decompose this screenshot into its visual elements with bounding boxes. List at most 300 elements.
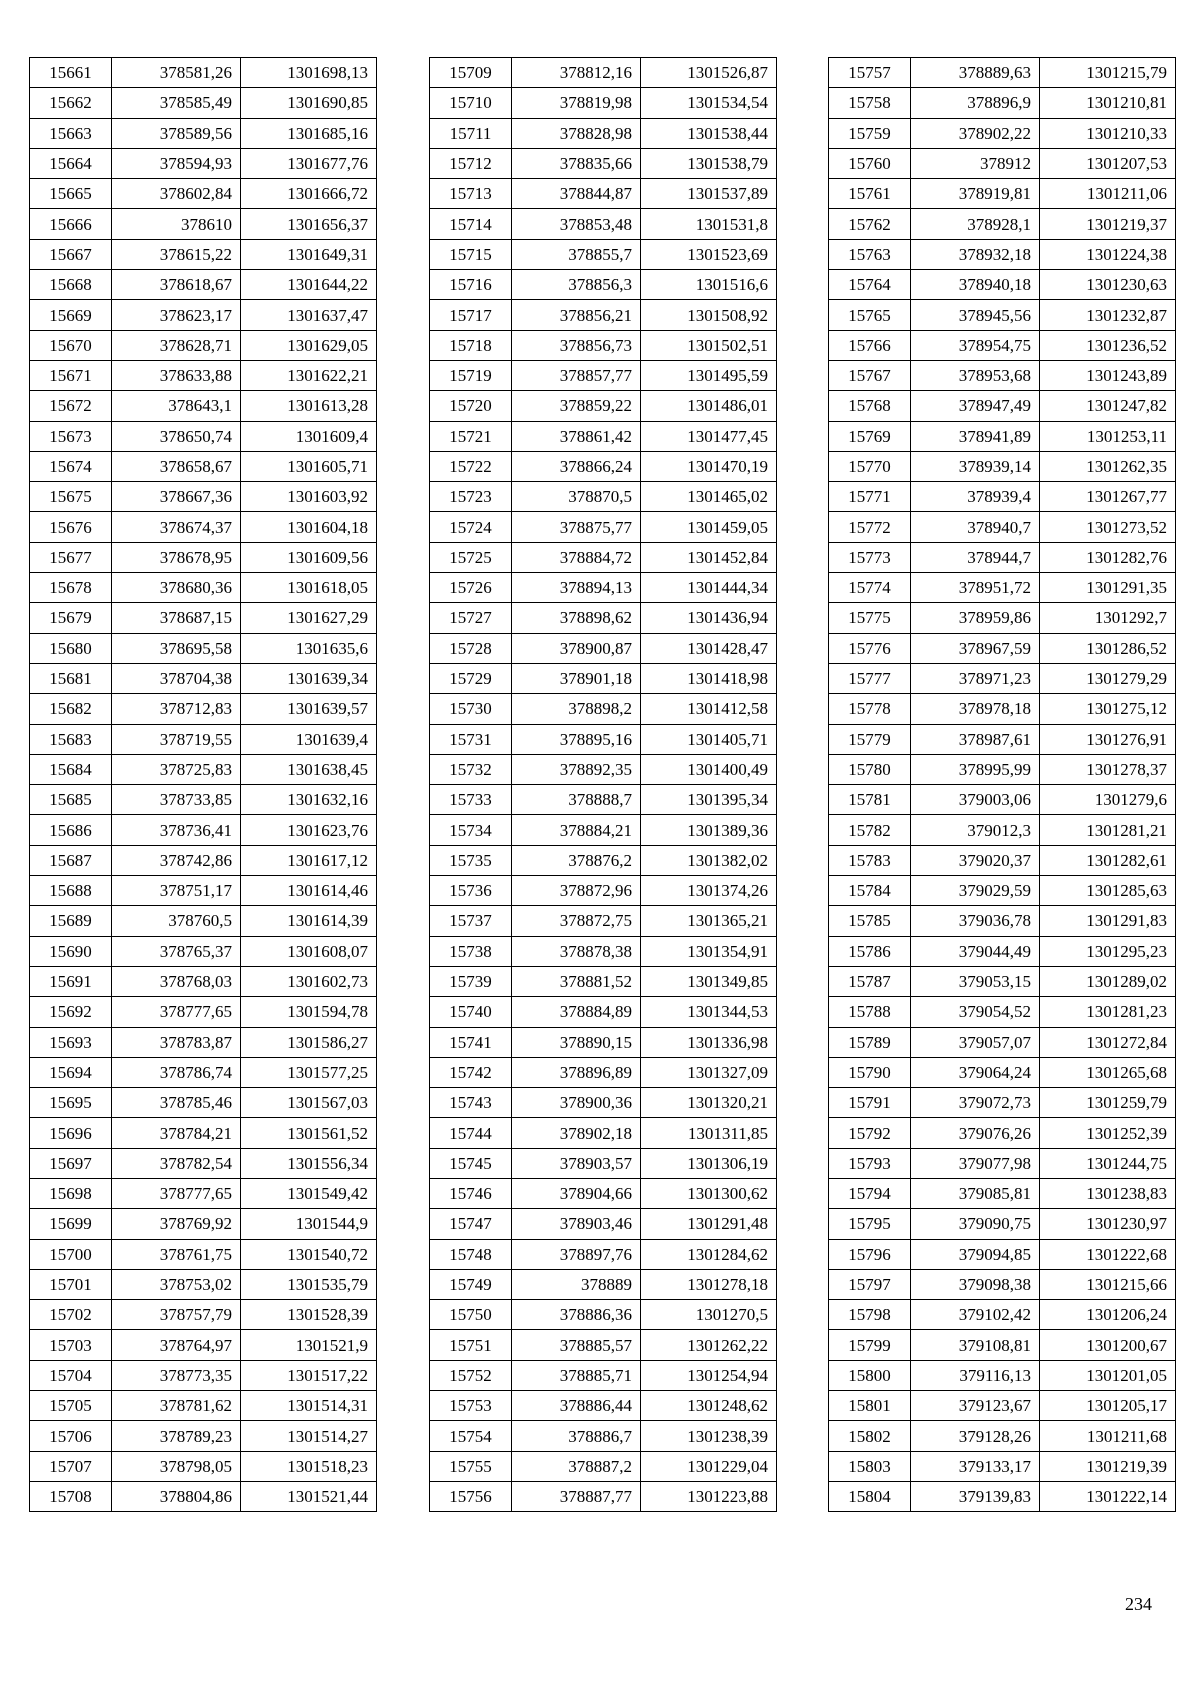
- table-row: [430, 1088, 777, 1118]
- point-number: 15673: [30, 421, 112, 451]
- x-coordinate: 378753,02: [112, 1269, 241, 1299]
- table-row: [829, 1178, 1176, 1208]
- point-number: 15719: [430, 360, 512, 390]
- table-row: [430, 179, 777, 209]
- x-coordinate: 378900,36: [512, 1088, 641, 1118]
- y-coordinate: 1301561,52: [241, 1118, 377, 1148]
- x-coordinate: 378704,38: [112, 663, 241, 693]
- y-coordinate: 1301292,7: [1040, 603, 1176, 633]
- x-coordinate: 378953,68: [911, 360, 1040, 390]
- point-number: 15691: [30, 966, 112, 996]
- table-row: [30, 1239, 377, 1269]
- y-coordinate: 1301649,31: [241, 239, 377, 269]
- point-number: 15785: [829, 906, 911, 936]
- point-number: 15690: [30, 936, 112, 966]
- point-number: 15734: [430, 815, 512, 845]
- y-coordinate: 1301635,6: [241, 633, 377, 663]
- point-number: 15718: [430, 330, 512, 360]
- point-number: 15708: [30, 1481, 112, 1511]
- x-coordinate: 379094,85: [911, 1239, 1040, 1269]
- x-coordinate: 378939,4: [911, 482, 1040, 512]
- point-number: 15671: [30, 360, 112, 390]
- x-coordinate: 378760,5: [112, 906, 241, 936]
- y-coordinate: 1301243,89: [1040, 360, 1176, 390]
- y-coordinate: 1301207,53: [1040, 148, 1176, 178]
- table-row: [30, 391, 377, 421]
- y-coordinate: 1301690,85: [241, 88, 377, 118]
- y-coordinate: 1301477,45: [641, 421, 777, 451]
- y-coordinate: 1301395,34: [641, 785, 777, 815]
- point-number: 15771: [829, 482, 911, 512]
- x-coordinate: 379077,98: [911, 1148, 1040, 1178]
- x-coordinate: 378658,67: [112, 451, 241, 481]
- point-number: 15732: [430, 754, 512, 784]
- x-coordinate: 379133,17: [911, 1451, 1040, 1481]
- point-number: 15712: [430, 148, 512, 178]
- point-number: 15802: [829, 1421, 911, 1451]
- table-row: [30, 118, 377, 148]
- point-number: 15695: [30, 1088, 112, 1118]
- table-row: [30, 906, 377, 936]
- y-coordinate: 1301637,47: [241, 300, 377, 330]
- y-coordinate: 1301205,17: [1040, 1391, 1176, 1421]
- x-coordinate: 379072,73: [911, 1088, 1040, 1118]
- x-coordinate: 379053,15: [911, 966, 1040, 996]
- y-coordinate: 1301281,21: [1040, 815, 1176, 845]
- table-row: [30, 1330, 377, 1360]
- point-number: 15662: [30, 88, 112, 118]
- y-coordinate: 1301629,05: [241, 330, 377, 360]
- y-coordinate: 1301618,05: [241, 573, 377, 603]
- point-number: 15775: [829, 603, 911, 633]
- point-number: 15743: [430, 1088, 512, 1118]
- point-number: 15699: [30, 1209, 112, 1239]
- point-number: 15793: [829, 1148, 911, 1178]
- point-number: 15717: [430, 300, 512, 330]
- point-number: 15663: [30, 118, 112, 148]
- y-coordinate: 1301238,39: [641, 1421, 777, 1451]
- x-coordinate: 378888,7: [512, 785, 641, 815]
- y-coordinate: 1301544,9: [241, 1209, 377, 1239]
- x-coordinate: 378628,71: [112, 330, 241, 360]
- x-coordinate: 378876,2: [512, 845, 641, 875]
- table-row: [430, 1027, 777, 1057]
- table-row: [430, 633, 777, 663]
- table-row: [829, 1088, 1176, 1118]
- point-number: 15725: [430, 542, 512, 572]
- point-number: 15757: [829, 58, 911, 88]
- point-number: 15704: [30, 1360, 112, 1390]
- x-coordinate: 378768,03: [112, 966, 241, 996]
- x-coordinate: 378978,18: [911, 694, 1040, 724]
- x-coordinate: 378777,65: [112, 997, 241, 1027]
- point-number: 15747: [430, 1209, 512, 1239]
- table-row: [30, 300, 377, 330]
- x-coordinate: 379054,52: [911, 997, 1040, 1027]
- point-number: 15701: [30, 1269, 112, 1299]
- x-coordinate: 378856,73: [512, 330, 641, 360]
- y-coordinate: 1301677,76: [241, 148, 377, 178]
- point-number: 15709: [430, 58, 512, 88]
- y-coordinate: 1301200,67: [1040, 1330, 1176, 1360]
- x-coordinate: 378944,7: [911, 542, 1040, 572]
- table-row: [829, 845, 1176, 875]
- y-coordinate: 1301516,6: [641, 270, 777, 300]
- x-coordinate: 378939,14: [911, 451, 1040, 481]
- table-row: [829, 542, 1176, 572]
- y-coordinate: 1301623,76: [241, 815, 377, 845]
- table-row: [30, 1269, 377, 1299]
- point-number: 15800: [829, 1360, 911, 1390]
- y-coordinate: 1301223,88: [641, 1481, 777, 1511]
- x-coordinate: 378812,16: [512, 58, 641, 88]
- x-coordinate: 378687,15: [112, 603, 241, 633]
- table-row: [829, 1451, 1176, 1481]
- x-coordinate: 378784,21: [112, 1118, 241, 1148]
- point-number: 15737: [430, 906, 512, 936]
- y-coordinate: 1301281,23: [1040, 997, 1176, 1027]
- x-coordinate: 379139,83: [911, 1481, 1040, 1511]
- y-coordinate: 1301244,75: [1040, 1148, 1176, 1178]
- table-row: [30, 815, 377, 845]
- point-number: 15776: [829, 633, 911, 663]
- x-coordinate: 378884,72: [512, 542, 641, 572]
- x-coordinate: 378786,74: [112, 1057, 241, 1087]
- table-row: [430, 1391, 777, 1421]
- y-coordinate: 1301556,34: [241, 1148, 377, 1178]
- y-coordinate: 1301459,05: [641, 512, 777, 542]
- y-coordinate: 1301262,22: [641, 1330, 777, 1360]
- y-coordinate: 1301577,25: [241, 1057, 377, 1087]
- x-coordinate: 378919,81: [911, 179, 1040, 209]
- table-row: [30, 239, 377, 269]
- point-number: 15714: [430, 209, 512, 239]
- table-row: [430, 270, 777, 300]
- point-number: 15707: [30, 1451, 112, 1481]
- y-coordinate: 1301276,91: [1040, 724, 1176, 754]
- point-number: 15773: [829, 542, 911, 572]
- point-number: 15724: [430, 512, 512, 542]
- point-number: 15688: [30, 876, 112, 906]
- table-row: [430, 1300, 777, 1330]
- y-coordinate: 1301444,34: [641, 573, 777, 603]
- x-coordinate: 379064,24: [911, 1057, 1040, 1087]
- table-row: [30, 1057, 377, 1087]
- x-coordinate: 379076,26: [911, 1118, 1040, 1148]
- x-coordinate: 378633,88: [112, 360, 241, 390]
- table-row: [829, 391, 1176, 421]
- y-coordinate: 1301210,81: [1040, 88, 1176, 118]
- y-coordinate: 1301549,42: [241, 1178, 377, 1208]
- x-coordinate: 378618,67: [112, 270, 241, 300]
- point-number: 15702: [30, 1300, 112, 1330]
- point-number: 15715: [430, 239, 512, 269]
- y-coordinate: 1301327,09: [641, 1057, 777, 1087]
- table-row: [30, 88, 377, 118]
- point-number: 15666: [30, 209, 112, 239]
- point-number: 15751: [430, 1330, 512, 1360]
- point-number: 15698: [30, 1178, 112, 1208]
- table-row: [829, 209, 1176, 239]
- x-coordinate: 378896,9: [911, 88, 1040, 118]
- point-number: 15710: [430, 88, 512, 118]
- y-coordinate: 1301632,16: [241, 785, 377, 815]
- y-coordinate: 1301300,62: [641, 1178, 777, 1208]
- x-coordinate: 378581,26: [112, 58, 241, 88]
- x-coordinate: 378884,21: [512, 815, 641, 845]
- y-coordinate: 1301428,47: [641, 633, 777, 663]
- table-row: [430, 148, 777, 178]
- table-row: [829, 360, 1176, 390]
- y-coordinate: 1301278,18: [641, 1269, 777, 1299]
- y-coordinate: 1301613,28: [241, 391, 377, 421]
- x-coordinate: 378667,36: [112, 482, 241, 512]
- table-row: [829, 1148, 1176, 1178]
- x-coordinate: 378884,89: [512, 997, 641, 1027]
- table-row: [829, 300, 1176, 330]
- point-number: 15781: [829, 785, 911, 815]
- table-row: [430, 421, 777, 451]
- y-coordinate: 1301252,39: [1040, 1118, 1176, 1148]
- table-row: [829, 1330, 1176, 1360]
- x-coordinate: 378783,87: [112, 1027, 241, 1057]
- point-number: 15761: [829, 179, 911, 209]
- x-coordinate: 378736,41: [112, 815, 241, 845]
- y-coordinate: 1301567,03: [241, 1088, 377, 1118]
- point-number: 15789: [829, 1027, 911, 1057]
- x-coordinate: 378742,86: [112, 845, 241, 875]
- point-number: 15779: [829, 724, 911, 754]
- point-number: 15741: [430, 1027, 512, 1057]
- y-coordinate: 1301247,82: [1040, 391, 1176, 421]
- y-coordinate: 1301229,04: [641, 1451, 777, 1481]
- x-coordinate: 379036,78: [911, 906, 1040, 936]
- table-row: [30, 876, 377, 906]
- table-row: [430, 330, 777, 360]
- table-row: [829, 1239, 1176, 1269]
- x-coordinate: 378853,48: [512, 209, 641, 239]
- y-coordinate: 1301236,52: [1040, 330, 1176, 360]
- table-row: [430, 1421, 777, 1451]
- point-number: 15740: [430, 997, 512, 1027]
- y-coordinate: 1301286,52: [1040, 633, 1176, 663]
- x-coordinate: 379090,75: [911, 1209, 1040, 1239]
- page-number: 234: [1125, 1594, 1152, 1614]
- x-coordinate: 378912: [911, 148, 1040, 178]
- table-row: [829, 754, 1176, 784]
- table-row: [430, 997, 777, 1027]
- y-coordinate: 1301617,12: [241, 845, 377, 875]
- y-coordinate: 1301285,63: [1040, 876, 1176, 906]
- x-coordinate: 378765,37: [112, 936, 241, 966]
- x-coordinate: 378902,18: [512, 1118, 641, 1148]
- table-row: [30, 179, 377, 209]
- point-number: 15769: [829, 421, 911, 451]
- x-coordinate: 378872,75: [512, 906, 641, 936]
- x-coordinate: 378804,86: [112, 1481, 241, 1511]
- x-coordinate: 378857,77: [512, 360, 641, 390]
- y-coordinate: 1301537,89: [641, 179, 777, 209]
- point-number: 15772: [829, 512, 911, 542]
- table-row: [30, 1451, 377, 1481]
- y-coordinate: 1301614,46: [241, 876, 377, 906]
- table-row: [430, 1178, 777, 1208]
- table-row: [30, 209, 377, 239]
- x-coordinate: 378844,87: [512, 179, 641, 209]
- table-row: [829, 936, 1176, 966]
- y-coordinate: 1301495,59: [641, 360, 777, 390]
- y-coordinate: 1301521,9: [241, 1330, 377, 1360]
- y-coordinate: 1301608,07: [241, 936, 377, 966]
- point-number: 15661: [30, 58, 112, 88]
- table-row: [430, 300, 777, 330]
- x-coordinate: 378861,42: [512, 421, 641, 451]
- y-coordinate: 1301311,85: [641, 1118, 777, 1148]
- x-coordinate: 378894,13: [512, 573, 641, 603]
- x-coordinate: 378773,35: [112, 1360, 241, 1390]
- point-number: 15783: [829, 845, 911, 875]
- table-row: [829, 603, 1176, 633]
- y-coordinate: 1301486,01: [641, 391, 777, 421]
- x-coordinate: 378886,36: [512, 1300, 641, 1330]
- x-coordinate: 378751,17: [112, 876, 241, 906]
- table-row: [430, 1148, 777, 1178]
- table-row: [829, 1027, 1176, 1057]
- table-row: [829, 421, 1176, 451]
- table-row: [430, 542, 777, 572]
- table-row: [30, 1209, 377, 1239]
- y-coordinate: 1301230,63: [1040, 270, 1176, 300]
- table-row: [30, 451, 377, 481]
- x-coordinate: 378725,83: [112, 754, 241, 784]
- table-row: [30, 421, 377, 451]
- y-coordinate: 1301279,6: [1040, 785, 1176, 815]
- y-coordinate: 1301586,27: [241, 1027, 377, 1057]
- x-coordinate: 378615,22: [112, 239, 241, 269]
- y-coordinate: 1301470,19: [641, 451, 777, 481]
- x-coordinate: 378875,77: [512, 512, 641, 542]
- x-coordinate: 378889,63: [911, 58, 1040, 88]
- table-row: [829, 58, 1176, 88]
- y-coordinate: 1301284,62: [641, 1239, 777, 1269]
- point-number: 15804: [829, 1481, 911, 1511]
- y-coordinate: 1301508,92: [641, 300, 777, 330]
- table-row: [430, 58, 777, 88]
- point-number: 15803: [829, 1451, 911, 1481]
- table-row: [30, 542, 377, 572]
- point-number: 15686: [30, 815, 112, 845]
- table-row: [30, 1300, 377, 1330]
- coordinates-table-1: [29, 57, 377, 1512]
- table-row: [430, 118, 777, 148]
- y-coordinate: 1301517,22: [241, 1360, 377, 1390]
- table-row: [30, 694, 377, 724]
- table-row: [430, 360, 777, 390]
- y-coordinate: 1301436,94: [641, 603, 777, 633]
- y-coordinate: 1301282,76: [1040, 542, 1176, 572]
- y-coordinate: 1301349,85: [641, 966, 777, 996]
- x-coordinate: 378602,84: [112, 179, 241, 209]
- table-row: [430, 754, 777, 784]
- x-coordinate: 379012,3: [911, 815, 1040, 845]
- table-row: [430, 936, 777, 966]
- y-coordinate: 1301215,66: [1040, 1269, 1176, 1299]
- x-coordinate: 378892,35: [512, 754, 641, 784]
- y-coordinate: 1301201,05: [1040, 1360, 1176, 1390]
- point-number: 15750: [430, 1300, 512, 1330]
- point-number: 15767: [829, 360, 911, 390]
- y-coordinate: 1301405,71: [641, 724, 777, 754]
- x-coordinate: 378650,74: [112, 421, 241, 451]
- x-coordinate: 378695,58: [112, 633, 241, 663]
- y-coordinate: 1301627,29: [241, 603, 377, 633]
- y-coordinate: 1301638,45: [241, 754, 377, 784]
- y-coordinate: 1301354,91: [641, 936, 777, 966]
- point-number: 15730: [430, 694, 512, 724]
- table-row: [430, 1330, 777, 1360]
- table-row: [829, 1300, 1176, 1330]
- x-coordinate: 378777,65: [112, 1178, 241, 1208]
- point-number: 15697: [30, 1148, 112, 1178]
- x-coordinate: 378781,62: [112, 1391, 241, 1421]
- x-coordinate: 378594,93: [112, 148, 241, 178]
- table-row: [829, 118, 1176, 148]
- table-row: [30, 663, 377, 693]
- point-number: 15706: [30, 1421, 112, 1451]
- x-coordinate: 378859,22: [512, 391, 641, 421]
- y-coordinate: 1301289,02: [1040, 966, 1176, 996]
- y-coordinate: 1301609,56: [241, 542, 377, 572]
- table-row: [430, 1360, 777, 1390]
- table-row: [829, 1391, 1176, 1421]
- table-row: [430, 1118, 777, 1148]
- point-number: 15753: [430, 1391, 512, 1421]
- x-coordinate: 378623,17: [112, 300, 241, 330]
- x-coordinate: 378885,57: [512, 1330, 641, 1360]
- y-coordinate: 1301273,52: [1040, 512, 1176, 542]
- point-number: 15687: [30, 845, 112, 875]
- y-coordinate: 1301278,37: [1040, 754, 1176, 784]
- x-coordinate: 378782,54: [112, 1148, 241, 1178]
- x-coordinate: 378828,98: [512, 118, 641, 148]
- y-coordinate: 1301656,37: [241, 209, 377, 239]
- point-number: 15726: [430, 573, 512, 603]
- point-number: 15678: [30, 573, 112, 603]
- table-row: [430, 1269, 777, 1299]
- y-coordinate: 1301259,79: [1040, 1088, 1176, 1118]
- table-row: [430, 663, 777, 693]
- x-coordinate: 378903,46: [512, 1209, 641, 1239]
- y-coordinate: 1301282,61: [1040, 845, 1176, 875]
- point-number: 15722: [430, 451, 512, 481]
- point-number: 15752: [430, 1360, 512, 1390]
- table-row: [30, 573, 377, 603]
- x-coordinate: 378903,57: [512, 1148, 641, 1178]
- point-number: 15759: [829, 118, 911, 148]
- y-coordinate: 1301514,31: [241, 1391, 377, 1421]
- y-coordinate: 1301272,84: [1040, 1027, 1176, 1057]
- point-number: 15801: [829, 1391, 911, 1421]
- y-coordinate: 1301210,33: [1040, 118, 1176, 148]
- x-coordinate: 378885,71: [512, 1360, 641, 1390]
- table-row: [829, 663, 1176, 693]
- y-coordinate: 1301526,87: [641, 58, 777, 88]
- x-coordinate: 378674,37: [112, 512, 241, 542]
- y-coordinate: 1301465,02: [641, 482, 777, 512]
- y-coordinate: 1301534,54: [641, 88, 777, 118]
- table-row: [430, 239, 777, 269]
- table-row: [829, 270, 1176, 300]
